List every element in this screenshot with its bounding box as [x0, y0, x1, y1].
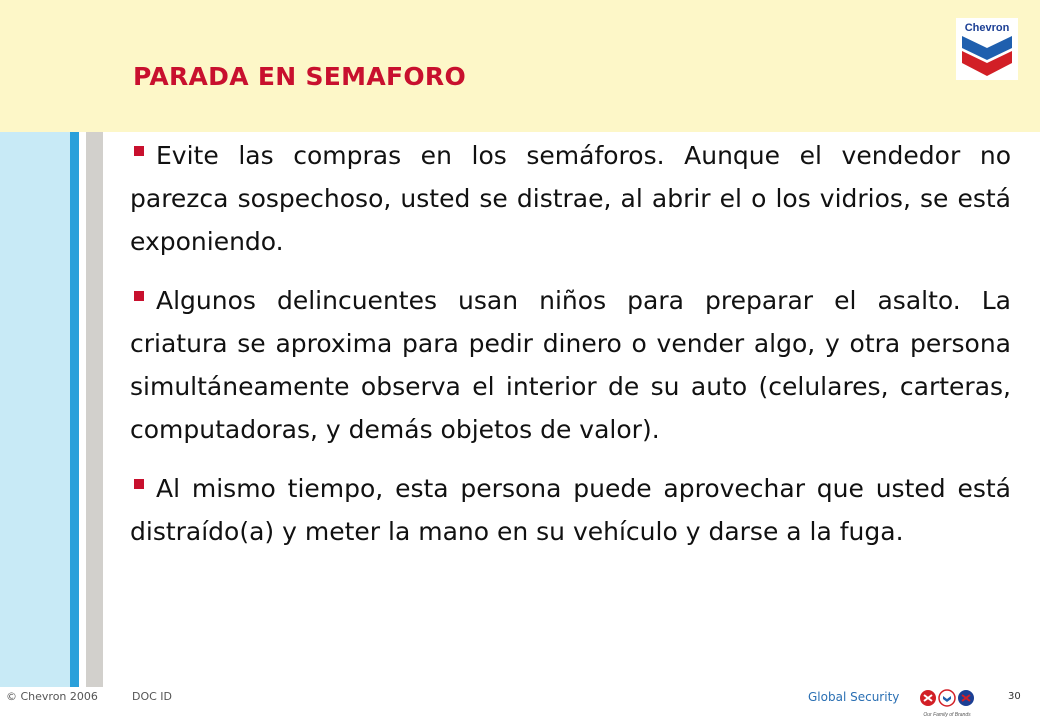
side-stripe-blue: [70, 132, 79, 687]
bullet-item: [130, 467, 1011, 553]
logo-wordmark: Chevron: [964, 22, 1010, 34]
bullet-list: [130, 134, 1011, 569]
side-stripe-gap: [79, 132, 86, 687]
chevron-logo-icon: [956, 18, 1018, 80]
side-stripe-gray: [86, 132, 103, 687]
brands-tagline: Our Family of Brands: [923, 712, 971, 718]
bullet-square-icon: [134, 146, 144, 156]
bullet-text: Al mismo tiempo, esta persona puede aprovechar que usted está distraído(a) y meter la mano en su vehículo y darse a la fuga.: [130, 474, 1011, 546]
page-number: 30: [1008, 691, 1021, 702]
bullet-item: [130, 279, 1011, 451]
family-of-brands-logo-icon: [918, 688, 976, 718]
side-band: [0, 132, 70, 687]
footer-department: Global Security: [808, 690, 900, 704]
bullet-text: Evite las compras en los semáforos. Aunque el vendedor no parezca sospechoso, usted se distrae, al abrir el o los vidrios, se está exponiendo.: [130, 141, 1011, 256]
slide-title: PARADA EN SEMAFORO: [133, 62, 467, 91]
bullet-item: [130, 134, 1011, 263]
bullet-square-icon: [134, 291, 144, 301]
bullet-text: Algunos delincuentes usan niños para preparar el asalto. La criatura se aproxima para pedir dinero o vender algo, y otra persona simultáneamente observa el interior de su auto (celulares, carteras, computadoras, y demás objetos de valor).: [130, 286, 1011, 444]
footer-copyright: © Chevron 2006: [6, 690, 98, 703]
bullet-square-icon: [134, 479, 144, 489]
footer-doc-id: DOC ID: [132, 690, 173, 703]
